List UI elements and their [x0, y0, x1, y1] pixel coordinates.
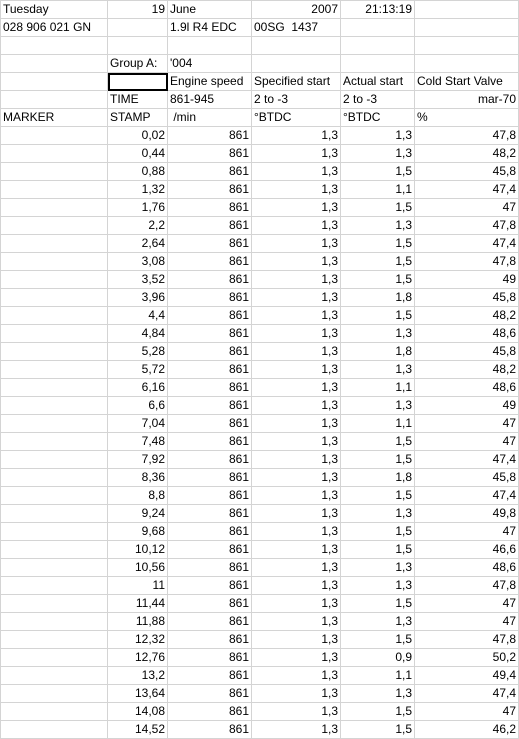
- cell-empty[interactable]: [252, 55, 341, 73]
- col-range-actual-start[interactable]: 2 to -3: [341, 91, 415, 109]
- table-row: [1, 433, 519, 451]
- cell-cold-start-valve[interactable]: 47,8: [415, 253, 519, 271]
- cell-engine-speed[interactable]: 861: [168, 613, 252, 631]
- cell-time-stamp[interactable]: 3,52: [108, 271, 168, 289]
- cell-time-stamp[interactable]: 0,44: [108, 145, 168, 163]
- cell-actual-start[interactable]: 0,9: [341, 649, 415, 667]
- cell-engine-speed[interactable]: 861: [168, 559, 252, 577]
- cell-specified-start[interactable]: 1,3: [252, 397, 341, 415]
- cell-time-stamp[interactable]: 11: [108, 577, 168, 595]
- col-range-engine-speed[interactable]: 861-945: [168, 91, 252, 109]
- table-row: [1, 541, 519, 559]
- cell-time-stamp[interactable]: 8,36: [108, 469, 168, 487]
- cell-time-stamp[interactable]: 12,76: [108, 649, 168, 667]
- cell-marker[interactable]: [1, 307, 108, 325]
- table-row: [1, 487, 519, 505]
- col-header-specified-start[interactable]: Specified start: [252, 73, 341, 91]
- table-row: [1, 505, 519, 523]
- cell-engine-speed[interactable]: 861: [168, 577, 252, 595]
- cell-empty[interactable]: [252, 37, 341, 55]
- cell-specified-start[interactable]: 1,3: [252, 325, 341, 343]
- cell-date-day[interactable]: 19: [108, 1, 168, 19]
- col-header-cold-start-valve[interactable]: Cold Start Valve: [415, 73, 519, 91]
- cell-time-stamp[interactable]: 8,8: [108, 487, 168, 505]
- cell-marker[interactable]: [1, 595, 108, 613]
- cell-engine-speed[interactable]: 861: [168, 181, 252, 199]
- cell-engine-speed[interactable]: 861: [168, 325, 252, 343]
- cell-cold-start-valve[interactable]: 50,2: [415, 649, 519, 667]
- cell-marker[interactable]: [1, 325, 108, 343]
- cell-cold-start-valve[interactable]: 47,8: [415, 577, 519, 595]
- cell-specified-start[interactable]: 1,3: [252, 577, 341, 595]
- cell-actual-start[interactable]: 1,5: [341, 541, 415, 559]
- cell-empty[interactable]: [1, 73, 108, 91]
- cell-specified-start[interactable]: 1,3: [252, 127, 341, 145]
- header-row-1: [1, 1, 519, 19]
- cell-marker[interactable]: [1, 415, 108, 433]
- cell-specified-start[interactable]: 1,3: [252, 163, 341, 181]
- cell-marker[interactable]: [1, 559, 108, 577]
- cell-specified-start[interactable]: 1,3: [252, 289, 341, 307]
- cell-engine-speed[interactable]: 861: [168, 469, 252, 487]
- cell-engine-speed[interactable]: 861: [168, 505, 252, 523]
- cell-marker[interactable]: [1, 127, 108, 145]
- cell-marker[interactable]: [1, 577, 108, 595]
- cell-actual-start[interactable]: 1,3: [341, 217, 415, 235]
- table-row: [1, 721, 519, 739]
- cell-cold-start-valve[interactable]: 45,8: [415, 163, 519, 181]
- col-unit-engine-speed[interactable]: /min: [168, 109, 252, 127]
- cell-time-stamp[interactable]: 12,32: [108, 631, 168, 649]
- cell-time-stamp[interactable]: 13,2: [108, 667, 168, 685]
- cell-specified-start[interactable]: 1,3: [252, 235, 341, 253]
- cell-day[interactable]: Tuesday: [1, 1, 108, 19]
- cell-specified-start[interactable]: 1,3: [252, 181, 341, 199]
- cell-engine-speed[interactable]: 861: [168, 217, 252, 235]
- cell-marker[interactable]: [1, 289, 108, 307]
- cell-empty[interactable]: [341, 37, 415, 55]
- cell-specified-start[interactable]: 1,3: [252, 361, 341, 379]
- cell-engine[interactable]: 1.9l R4 EDC: [168, 19, 252, 37]
- cell-time-stamp[interactable]: 6,16: [108, 379, 168, 397]
- cell-marker[interactable]: [1, 451, 108, 469]
- cell-engine-speed[interactable]: 861: [168, 541, 252, 559]
- cell-engine-speed[interactable]: 861: [168, 307, 252, 325]
- cell-cold-start-valve[interactable]: 48,2: [415, 361, 519, 379]
- cell-engine-speed[interactable]: 861: [168, 451, 252, 469]
- cell-specified-start[interactable]: 1,3: [252, 559, 341, 577]
- cell-cold-start-valve[interactable]: 47,8: [415, 127, 519, 145]
- cell-engine-speed[interactable]: 861: [168, 649, 252, 667]
- cell-specified-start[interactable]: 1,3: [252, 343, 341, 361]
- cell-cold-start-valve[interactable]: 47: [415, 523, 519, 541]
- cell-empty[interactable]: [108, 19, 168, 37]
- cell-empty[interactable]: [341, 19, 415, 37]
- cell-time-stamp[interactable]: 1,32: [108, 181, 168, 199]
- cell-marker[interactable]: [1, 469, 108, 487]
- cell-group-value[interactable]: '004: [168, 55, 252, 73]
- cell-cold-start-valve[interactable]: 47: [415, 199, 519, 217]
- cell-time-stamp[interactable]: 4,4: [108, 307, 168, 325]
- cell-cold-start-valve[interactable]: 48,6: [415, 325, 519, 343]
- cell-cold-start-valve[interactable]: 49: [415, 397, 519, 415]
- cell-engine-speed[interactable]: 861: [168, 721, 252, 739]
- cell-empty[interactable]: [1, 37, 108, 55]
- cell-empty[interactable]: [168, 37, 252, 55]
- table-row: [1, 361, 519, 379]
- cell-actual-start[interactable]: 1,8: [341, 469, 415, 487]
- cell-time-stamp[interactable]: 11,88: [108, 613, 168, 631]
- cell-group-label[interactable]: Group A:: [108, 55, 168, 73]
- table-row: [1, 271, 519, 289]
- cell-specified-start[interactable]: 1,3: [252, 199, 341, 217]
- column-header-row-3: [1, 109, 519, 127]
- cell-time-stamp[interactable]: 3,08: [108, 253, 168, 271]
- cell-marker[interactable]: [1, 163, 108, 181]
- table-row: [1, 703, 519, 721]
- table-row: [1, 613, 519, 631]
- cell-time-stamp[interactable]: 2,64: [108, 235, 168, 253]
- col-header-engine-speed[interactable]: Engine speed: [168, 73, 252, 91]
- cell-actual-start[interactable]: 1,1: [341, 667, 415, 685]
- cell-cold-start-valve[interactable]: 47,8: [415, 217, 519, 235]
- cell-time-stamp[interactable]: 5,28: [108, 343, 168, 361]
- cell-cold-start-valve[interactable]: 47,4: [415, 235, 519, 253]
- cell-engine-speed[interactable]: 861: [168, 163, 252, 181]
- cell-specified-start[interactable]: 1,3: [252, 469, 341, 487]
- cell-time-stamp[interactable]: 4,84: [108, 325, 168, 343]
- table-row: [1, 523, 519, 541]
- cell-actual-start[interactable]: 1,3: [341, 559, 415, 577]
- cell-actual-start[interactable]: 1,3: [341, 613, 415, 631]
- cell-specified-start[interactable]: 1,3: [252, 487, 341, 505]
- cell-specified-start[interactable]: 1,3: [252, 415, 341, 433]
- cell-cold-start-valve[interactable]: 47: [415, 613, 519, 631]
- cell-marker[interactable]: [1, 613, 108, 631]
- cell-actual-start[interactable]: 1,3: [341, 361, 415, 379]
- table-row: [1, 379, 519, 397]
- cell-marker[interactable]: [1, 703, 108, 721]
- cell-actual-start[interactable]: 1,5: [341, 451, 415, 469]
- cell-marker[interactable]: [1, 397, 108, 415]
- cell-engine-speed[interactable]: 861: [168, 397, 252, 415]
- cell-time-stamp[interactable]: 10,12: [108, 541, 168, 559]
- table-row: [1, 577, 519, 595]
- cell-engine-speed[interactable]: 861: [168, 703, 252, 721]
- cell-marker[interactable]: [1, 721, 108, 739]
- cell-cold-start-valve[interactable]: 47,4: [415, 181, 519, 199]
- cell-marker[interactable]: [1, 253, 108, 271]
- table-row: [1, 649, 519, 667]
- table-row: [1, 343, 519, 361]
- cell-cold-start-valve[interactable]: 47,4: [415, 487, 519, 505]
- cell-specified-start[interactable]: 1,3: [252, 523, 341, 541]
- cell-marker[interactable]: [1, 361, 108, 379]
- cell-actual-start[interactable]: 1,8: [341, 289, 415, 307]
- cell-actual-start[interactable]: 1,5: [341, 523, 415, 541]
- cell-marker[interactable]: [1, 379, 108, 397]
- cell-marker[interactable]: [1, 217, 108, 235]
- cell-actual-start[interactable]: 1,1: [341, 379, 415, 397]
- col-unit-specified-start[interactable]: °BTDC: [252, 109, 341, 127]
- cell-actual-start[interactable]: 1,5: [341, 595, 415, 613]
- cell-engine-speed[interactable]: 861: [168, 631, 252, 649]
- cell-time-stamp[interactable]: 5,72: [108, 361, 168, 379]
- cell-time-stamp[interactable]: 1,76: [108, 199, 168, 217]
- cell-cold-start-valve[interactable]: 48,2: [415, 145, 519, 163]
- header-row-2: [1, 19, 519, 37]
- cell-selected[interactable]: [108, 73, 168, 91]
- cell-engine-speed[interactable]: 861: [168, 433, 252, 451]
- col-header-time[interactable]: TIME: [108, 91, 168, 109]
- cell-cold-start-valve[interactable]: 47: [415, 415, 519, 433]
- cell-specified-start[interactable]: 1,3: [252, 685, 341, 703]
- cell-engine-speed[interactable]: 861: [168, 667, 252, 685]
- cell-engine-speed[interactable]: 861: [168, 379, 252, 397]
- cell-specified-start[interactable]: 1,3: [252, 667, 341, 685]
- cell-time-stamp[interactable]: 13,64: [108, 685, 168, 703]
- group-row: [1, 55, 519, 73]
- table-row: [1, 235, 519, 253]
- code-text: 00SG: [254, 20, 285, 34]
- cell-specified-start[interactable]: 1,3: [252, 721, 341, 739]
- cell-marker[interactable]: [1, 271, 108, 289]
- cell-empty[interactable]: [1, 91, 108, 109]
- code2-text: 1437: [291, 20, 319, 34]
- table-row: [1, 469, 519, 487]
- cell-time[interactable]: 21:13:19: [341, 1, 415, 19]
- cell-engine-speed[interactable]: 861: [168, 523, 252, 541]
- cell-empty[interactable]: [415, 19, 519, 37]
- cell-engine-speed[interactable]: 861: [168, 415, 252, 433]
- cell-engine-speed[interactable]: 861: [168, 145, 252, 163]
- cell-specified-start[interactable]: 1,3: [252, 145, 341, 163]
- cell-actual-start[interactable]: 1,5: [341, 307, 415, 325]
- cell-time-stamp[interactable]: 14,52: [108, 721, 168, 739]
- col-header-actual-start[interactable]: Actual start: [341, 73, 415, 91]
- cell-engine-speed[interactable]: 861: [168, 289, 252, 307]
- col-header-marker[interactable]: MARKER: [1, 109, 108, 127]
- cell-time-stamp[interactable]: 10,56: [108, 559, 168, 577]
- cell-empty[interactable]: [1, 55, 108, 73]
- table-row: [1, 559, 519, 577]
- table-row: [1, 145, 519, 163]
- table-row: [1, 685, 519, 703]
- cell-actual-start[interactable]: 1,1: [341, 415, 415, 433]
- cell-cold-start-valve[interactable]: 47,4: [415, 451, 519, 469]
- cell-time-stamp[interactable]: 11,44: [108, 595, 168, 613]
- cell-specified-start[interactable]: 1,3: [252, 307, 341, 325]
- cell-time-stamp[interactable]: 0,88: [108, 163, 168, 181]
- cell-specified-start[interactable]: 1,3: [252, 631, 341, 649]
- cell-actual-start[interactable]: 1,3: [341, 325, 415, 343]
- cell-specified-start[interactable]: 1,3: [252, 451, 341, 469]
- cell-actual-start[interactable]: 1,5: [341, 703, 415, 721]
- cell-cold-start-valve[interactable]: 48,2: [415, 307, 519, 325]
- table-row: [1, 127, 519, 145]
- cell-marker[interactable]: [1, 523, 108, 541]
- cell-cold-start-valve[interactable]: 48,6: [415, 379, 519, 397]
- cell-time-stamp[interactable]: 7,48: [108, 433, 168, 451]
- cell-cold-start-valve[interactable]: 47: [415, 595, 519, 613]
- cell-marker[interactable]: [1, 181, 108, 199]
- cell-time-stamp[interactable]: 2,2: [108, 217, 168, 235]
- table-row: [1, 163, 519, 181]
- cell-marker[interactable]: [1, 145, 108, 163]
- cell-cold-start-valve[interactable]: 47: [415, 433, 519, 451]
- cell-empty[interactable]: [341, 55, 415, 73]
- cell-time-stamp[interactable]: 9,24: [108, 505, 168, 523]
- cell-actual-start[interactable]: 1,5: [341, 253, 415, 271]
- cell-actual-start[interactable]: 1,5: [341, 487, 415, 505]
- cell-actual-start[interactable]: 1,3: [341, 505, 415, 523]
- cell-marker[interactable]: [1, 667, 108, 685]
- table-row: [1, 451, 519, 469]
- cell-specified-start[interactable]: 1,3: [252, 703, 341, 721]
- cell-engine-speed[interactable]: 861: [168, 235, 252, 253]
- cell-time-stamp[interactable]: 7,92: [108, 451, 168, 469]
- cell-marker[interactable]: [1, 433, 108, 451]
- cell-specified-start[interactable]: 1,3: [252, 505, 341, 523]
- cell-empty[interactable]: [415, 1, 519, 19]
- cell-actual-start[interactable]: 1,5: [341, 271, 415, 289]
- cell-engine-speed[interactable]: 861: [168, 253, 252, 271]
- cell-marker[interactable]: [1, 487, 108, 505]
- cell-specified-start[interactable]: 1,3: [252, 433, 341, 451]
- cell-specified-start[interactable]: 1,3: [252, 613, 341, 631]
- column-header-row-2: [1, 91, 519, 109]
- cell-cold-start-valve[interactable]: 48,6: [415, 559, 519, 577]
- cell-specified-start[interactable]: 1,3: [252, 217, 341, 235]
- col-unit-cold-start-valve[interactable]: %: [415, 109, 519, 127]
- table-row: [1, 397, 519, 415]
- cell-engine-speed[interactable]: 861: [168, 127, 252, 145]
- cell-part-no[interactable]: 028 906 021 GN: [1, 19, 108, 37]
- cell-code[interactable]: [252, 19, 341, 37]
- cell-cold-start-valve[interactable]: 45,8: [415, 289, 519, 307]
- cell-engine-speed[interactable]: 861: [168, 487, 252, 505]
- cell-empty[interactable]: [108, 37, 168, 55]
- cell-time-stamp[interactable]: 7,04: [108, 415, 168, 433]
- cell-cold-start-valve[interactable]: 47,4: [415, 685, 519, 703]
- table-row: [1, 289, 519, 307]
- cell-year[interactable]: 2007: [252, 1, 341, 19]
- cell-engine-speed[interactable]: 861: [168, 199, 252, 217]
- cell-marker[interactable]: [1, 685, 108, 703]
- cell-time-stamp[interactable]: 14,08: [108, 703, 168, 721]
- cell-specified-start[interactable]: 1,3: [252, 379, 341, 397]
- blank-row: [1, 37, 519, 55]
- cell-actual-start[interactable]: 1,5: [341, 199, 415, 217]
- cell-cold-start-valve[interactable]: 49,4: [415, 667, 519, 685]
- cell-engine-speed[interactable]: 861: [168, 271, 252, 289]
- table-row: [1, 253, 519, 271]
- cell-engine-speed[interactable]: 861: [168, 595, 252, 613]
- cell-actual-start[interactable]: 1,5: [341, 433, 415, 451]
- table-row: [1, 415, 519, 433]
- cell-marker[interactable]: [1, 649, 108, 667]
- cell-month[interactable]: June: [168, 1, 252, 19]
- cell-actual-start[interactable]: 1,3: [341, 145, 415, 163]
- cell-cold-start-valve[interactable]: 46,6: [415, 541, 519, 559]
- cell-time-stamp[interactable]: 0,02: [108, 127, 168, 145]
- cell-specified-start[interactable]: 1,3: [252, 595, 341, 613]
- cell-actual-start[interactable]: 1,5: [341, 235, 415, 253]
- col-header-stamp[interactable]: STAMP: [108, 109, 168, 127]
- cell-specified-start[interactable]: 1,3: [252, 649, 341, 667]
- cell-marker[interactable]: [1, 541, 108, 559]
- col-range-cold-start-valve[interactable]: mar-70: [415, 91, 519, 109]
- cell-actual-start[interactable]: 1,5: [341, 631, 415, 649]
- cell-cold-start-valve[interactable]: 47: [415, 703, 519, 721]
- cell-actual-start[interactable]: 1,3: [341, 397, 415, 415]
- table-row: [1, 325, 519, 343]
- column-header-row-1: [1, 73, 519, 91]
- col-unit-actual-start[interactable]: °BTDC: [341, 109, 415, 127]
- cell-engine-speed[interactable]: 861: [168, 685, 252, 703]
- cell-cold-start-valve[interactable]: 45,8: [415, 343, 519, 361]
- table-row: [1, 667, 519, 685]
- cell-marker[interactable]: [1, 505, 108, 523]
- cell-specified-start[interactable]: 1,3: [252, 541, 341, 559]
- cell-actual-start[interactable]: 1,1: [341, 181, 415, 199]
- cell-engine-speed[interactable]: 861: [168, 361, 252, 379]
- cell-specified-start[interactable]: 1,3: [252, 271, 341, 289]
- col-range-specified-start[interactable]: 2 to -3: [252, 91, 341, 109]
- cell-actual-start[interactable]: 1,3: [341, 127, 415, 145]
- table-row: [1, 307, 519, 325]
- cell-marker[interactable]: [1, 235, 108, 253]
- cell-actual-start[interactable]: 1,5: [341, 721, 415, 739]
- table-row: [1, 199, 519, 217]
- cell-time-stamp[interactable]: 6,6: [108, 397, 168, 415]
- cell-cold-start-valve[interactable]: 46,2: [415, 721, 519, 739]
- cell-specified-start[interactable]: 1,3: [252, 253, 341, 271]
- cell-marker[interactable]: [1, 631, 108, 649]
- cell-actual-start[interactable]: 1,5: [341, 163, 415, 181]
- cell-empty[interactable]: [415, 55, 519, 73]
- cell-empty[interactable]: [415, 37, 519, 55]
- cell-actual-start[interactable]: 1,8: [341, 343, 415, 361]
- cell-cold-start-valve[interactable]: 45,8: [415, 469, 519, 487]
- cell-cold-start-valve[interactable]: 49: [415, 271, 519, 289]
- cell-actual-start[interactable]: 1,3: [341, 685, 415, 703]
- cell-time-stamp[interactable]: 9,68: [108, 523, 168, 541]
- table-row: [1, 631, 519, 649]
- table-row: [1, 595, 519, 613]
- cell-cold-start-valve[interactable]: 47,8: [415, 631, 519, 649]
- cell-engine-speed[interactable]: 861: [168, 343, 252, 361]
- cell-marker[interactable]: [1, 199, 108, 217]
- cell-marker[interactable]: [1, 343, 108, 361]
- table-row: [1, 217, 519, 235]
- cell-time-stamp[interactable]: 3,96: [108, 289, 168, 307]
- table-row: [1, 181, 519, 199]
- cell-cold-start-valve[interactable]: 49,8: [415, 505, 519, 523]
- cell-actual-start[interactable]: 1,3: [341, 577, 415, 595]
